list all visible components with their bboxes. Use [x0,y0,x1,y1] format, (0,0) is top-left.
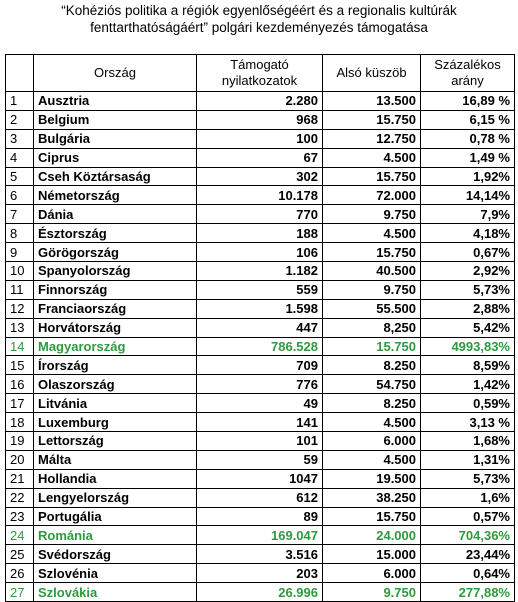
row-index: 17 [6,394,34,413]
table-row [6,318,515,337]
table-row [6,583,515,602]
supporters-count: 559 [197,280,323,299]
supporters-count: 776 [197,375,323,394]
threshold-value: 72.000 [323,186,421,205]
row-index: 27 [6,583,34,602]
threshold-value: 4.500 [323,450,421,469]
table-row [6,469,515,488]
supporters-count: 302 [197,167,323,186]
supporters-count: 709 [197,356,323,375]
country-name: Szlovákia [34,583,197,602]
threshold-value: 4.500 [323,224,421,243]
country-name: Finnország [34,280,197,299]
supporters-count: 26.996 [197,583,323,602]
percent-value: 1,68% [421,432,515,451]
percent-value: 23,44% [421,545,515,564]
header-supporters: Támogató nyilatkozatok [197,55,323,92]
row-index: 15 [6,356,34,375]
percent-value: 4,18% [421,224,515,243]
country-name: Hollandia [34,469,197,488]
country-name: Görögország [34,243,197,262]
country-name: Spanyolország [34,262,197,281]
percent-value: 2,88% [421,299,515,318]
country-name: Magyarország [34,337,197,356]
supporters-count: 10.178 [197,186,323,205]
header-index [6,55,34,92]
supporters-count: 3.516 [197,545,323,564]
supporters-count: 447 [197,318,323,337]
threshold-value: 8.250 [323,394,421,413]
table-row [6,356,515,375]
country-name: Ciprus [34,148,197,167]
threshold-value: 15.750 [323,337,421,356]
percent-value: 7,9% [421,205,515,224]
percent-value: 1,92% [421,167,515,186]
row-index: 7 [6,205,34,224]
threshold-value: 4.500 [323,148,421,167]
percent-value: 0,64% [421,564,515,583]
threshold-value: 55.500 [323,299,421,318]
percent-value: 6,15 % [421,110,515,129]
country-name: Belgium [34,110,197,129]
table-row [6,243,515,262]
row-index: 18 [6,413,34,432]
row-index: 24 [6,526,34,545]
row-index: 21 [6,469,34,488]
percent-value: 8,59% [421,356,515,375]
row-index: 22 [6,488,34,507]
percent-value: 14,14% [421,186,515,205]
supporters-count: 1.598 [197,299,323,318]
supporters-count: 188 [197,224,323,243]
country-name: Románia [34,526,197,545]
percent-value: 704,36% [421,526,515,545]
row-index: 3 [6,129,34,148]
supporters-count: 612 [197,488,323,507]
table-row [6,92,515,111]
threshold-value: 6.000 [323,432,421,451]
supporters-count: 2.280 [197,92,323,111]
percent-value: 277,88% [421,583,515,602]
document-title [0,2,518,36]
table-row [6,205,515,224]
table-row [6,337,515,356]
percent-value: 16,89 % [421,92,515,111]
header-percent: Százalékos arány [421,55,515,92]
country-name: Lettország [34,432,197,451]
row-index: 1 [6,92,34,111]
threshold-value: 15.750 [323,507,421,526]
threshold-value: 9.750 [323,280,421,299]
supporters-count: 1.182 [197,262,323,281]
table-header-row [6,55,515,92]
threshold-value: 40.500 [323,262,421,281]
table-row [6,545,515,564]
percent-value: 1,49 % [421,148,515,167]
threshold-value: 12.750 [323,129,421,148]
percent-value: 5,42% [421,318,515,337]
percent-value: 1,31% [421,450,515,469]
percent-value: 4993,83% [421,337,515,356]
threshold-value: 8.250 [323,356,421,375]
supporters-count: 770 [197,205,323,224]
table-body [6,92,515,602]
table-row [6,413,515,432]
percent-value: 5,73% [421,469,515,488]
title-line-1: “Kohéziós politika a régiók egyenlőségéért és a regionalis kultúrák [61,3,457,18]
supporters-count: 1047 [197,469,323,488]
table-row [6,488,515,507]
title-line-2: fenttarthatóságáért” polgári kezdeményezés támogatása [90,20,428,35]
table-row [6,167,515,186]
threshold-value: 13.500 [323,92,421,111]
supporters-count: 49 [197,394,323,413]
country-name: Luxemburg [34,413,197,432]
table-row [6,262,515,281]
table-row [6,432,515,451]
supporters-count: 106 [197,243,323,262]
table-row [6,186,515,205]
table-row [6,129,515,148]
header-threshold: Alsó küszöb [323,55,421,92]
percent-value: 5,73% [421,280,515,299]
threshold-value: 38.250 [323,488,421,507]
country-name: Németország [34,186,197,205]
threshold-value: 15.750 [323,243,421,262]
table-row [6,280,515,299]
country-name: Dánia [34,205,197,224]
table-row [6,148,515,167]
row-index: 14 [6,337,34,356]
row-index: 6 [6,186,34,205]
threshold-value: 19.500 [323,469,421,488]
threshold-value: 6.000 [323,564,421,583]
country-name: Olaszország [34,375,197,394]
supporters-count: 786.528 [197,337,323,356]
country-name: Litvánia [34,394,197,413]
row-index: 23 [6,507,34,526]
percent-value: 0,67% [421,243,515,262]
table-row [6,394,515,413]
percent-value: 1,6% [421,488,515,507]
table-row [6,299,515,318]
threshold-value: 15.750 [323,167,421,186]
supporters-count: 100 [197,129,323,148]
table-row [6,375,515,394]
row-index: 8 [6,224,34,243]
row-index: 4 [6,148,34,167]
supporters-count: 141 [197,413,323,432]
row-index: 10 [6,262,34,281]
table-row [6,450,515,469]
supporters-count: 59 [197,450,323,469]
percent-value: 1,42% [421,375,515,394]
country-name: Portugália [34,507,197,526]
row-index: 26 [6,564,34,583]
supporters-count: 169.047 [197,526,323,545]
country-name: Svédország [34,545,197,564]
row-index: 19 [6,432,34,451]
supporters-count: 968 [197,110,323,129]
country-name: Írország [34,356,197,375]
country-name: Cseh Köztársaság [34,167,197,186]
country-name: Horvátország [34,318,197,337]
row-index: 25 [6,545,34,564]
supporters-count: 89 [197,507,323,526]
supporters-count: 203 [197,564,323,583]
percent-value: 0,78 % [421,129,515,148]
percent-value: 0,57% [421,507,515,526]
row-index: 13 [6,318,34,337]
row-index: 20 [6,450,34,469]
threshold-value: 8,250 [323,318,421,337]
table-row [6,564,515,583]
table-row [6,110,515,129]
row-index: 5 [6,167,34,186]
threshold-value: 9.750 [323,583,421,602]
threshold-value: 9.750 [323,205,421,224]
row-index: 12 [6,299,34,318]
percent-value: 3,13 % [421,413,515,432]
country-name: Ausztria [34,92,197,111]
row-index: 2 [6,110,34,129]
supporters-count: 101 [197,432,323,451]
row-index: 16 [6,375,34,394]
table-row [6,224,515,243]
country-name: Lengyelország [34,488,197,507]
threshold-value: 15.000 [323,545,421,564]
support-table [5,54,515,602]
percent-value: 2,92% [421,262,515,281]
threshold-value: 15.750 [323,110,421,129]
country-name: Franciaország [34,299,197,318]
country-name: Bulgária [34,129,197,148]
country-name: Málta [34,450,197,469]
country-name: Szlovénia [34,564,197,583]
threshold-value: 24.000 [323,526,421,545]
percent-value: 0,59% [421,394,515,413]
country-name: Észtország [34,224,197,243]
row-index: 9 [6,243,34,262]
header-country: Ország [34,55,197,92]
threshold-value: 4.500 [323,413,421,432]
row-index: 11 [6,280,34,299]
table-row [6,507,515,526]
table-row [6,526,515,545]
supporters-count: 67 [197,148,323,167]
threshold-value: 54.750 [323,375,421,394]
